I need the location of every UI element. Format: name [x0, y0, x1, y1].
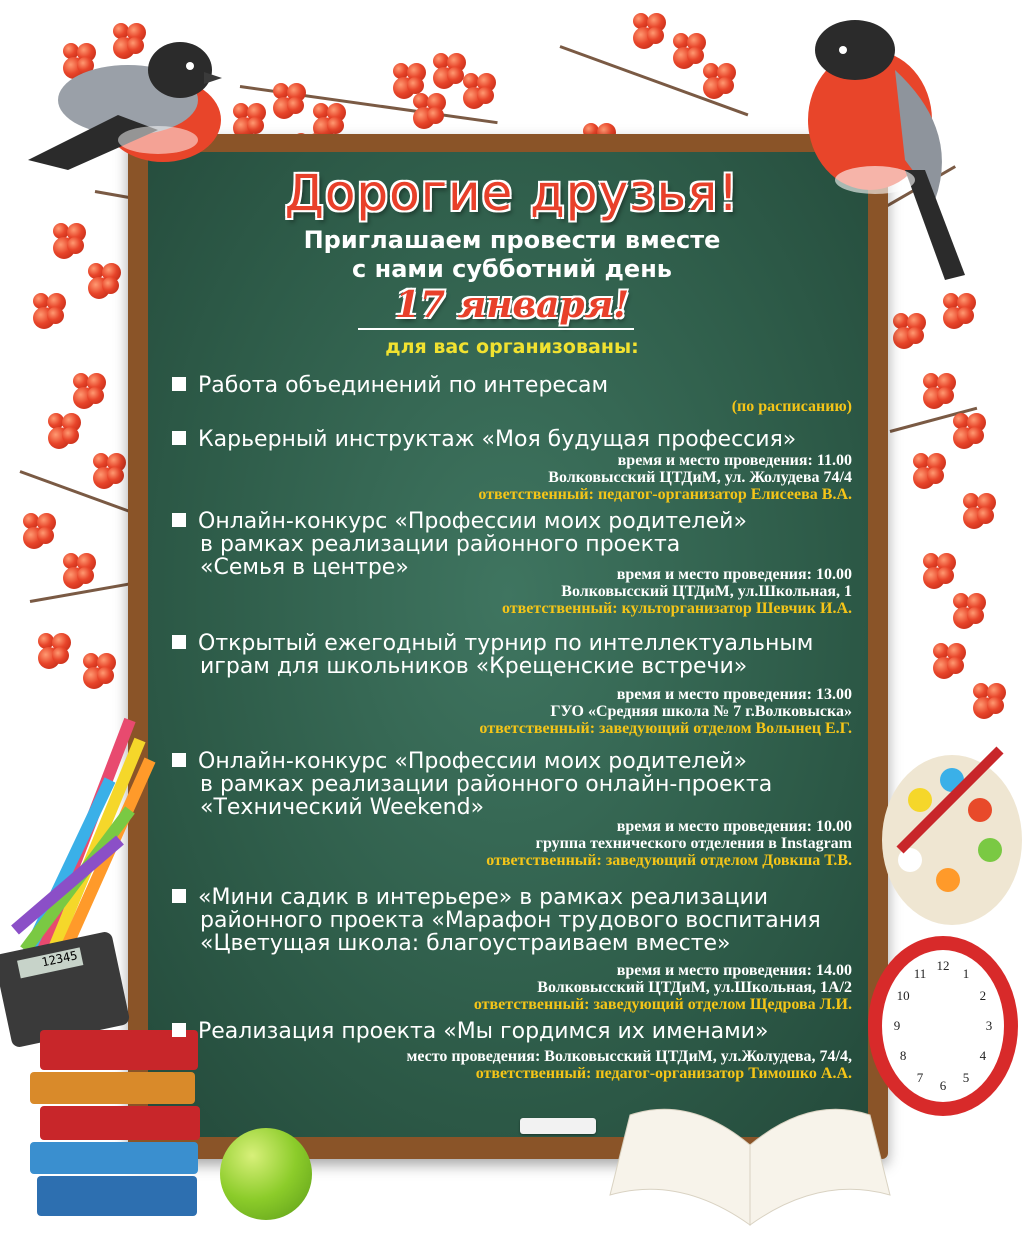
- event-title: Реализация проекта «Мы гордимся их именами»: [198, 1019, 769, 1044]
- bullet-icon: [172, 513, 186, 527]
- event-title-line: районного проекта «Марафон трудового воспитания: [200, 908, 821, 933]
- rowan-berry: [977, 507, 994, 524]
- rowan-berry: [947, 657, 964, 674]
- rowan-berry: [717, 77, 734, 94]
- clock-number: 11: [913, 966, 927, 982]
- rowan-berry: [107, 467, 124, 484]
- chalk-icon: [520, 1118, 596, 1134]
- bullet-icon: [172, 753, 186, 767]
- event-title-line: в рамках реализации районного онлайн-проекта: [200, 772, 773, 797]
- bullet-icon: [172, 431, 186, 445]
- event-time: время и место проведения: 14.00: [616, 962, 852, 979]
- rowan-berry: [427, 107, 444, 124]
- event-item: [172, 886, 852, 955]
- clock-number: 4: [979, 1048, 987, 1063]
- clock-number: 9: [893, 1018, 901, 1033]
- rowan-berry: [477, 87, 494, 104]
- event-title: «Мини садик в интерьере» в рамках реализации: [198, 885, 769, 910]
- event-title: Открытый ежегодный турнир по интеллектуальным: [198, 631, 814, 656]
- event-place: место проведения: Волковысский ЦТДиМ, ул.Жолудева, 74/4,: [406, 1048, 852, 1065]
- event-place: ГУО «Средняя школа № 7 г.Волковыска»: [550, 703, 852, 720]
- event-meta: [486, 818, 852, 869]
- invitation-line: с нами субботний день: [352, 255, 672, 283]
- event-time: время и место проведения: 10.00: [616, 566, 852, 583]
- event-meta: [502, 566, 852, 617]
- event-note: (по расписанию): [731, 398, 852, 415]
- event-responsible: ответственный: заведующий отделом Довкша Т.В.: [486, 852, 852, 869]
- event-item: [172, 1020, 852, 1043]
- clock-number: 10: [896, 988, 910, 1003]
- rowan-berry: [327, 117, 344, 134]
- event-responsible: ответственный: педагог-организатор Тимошко А.А.: [475, 1065, 852, 1082]
- rowan-berry: [62, 427, 79, 444]
- organized-subtitle: для вас организованы:: [385, 336, 639, 358]
- event-title: Карьерный инструктаж «Моя будущая профессия»: [198, 427, 797, 452]
- paint-palette-icon: [880, 730, 1024, 930]
- bullet-icon: [172, 1023, 186, 1037]
- rowan-berry: [97, 667, 114, 684]
- branch: [30, 581, 139, 603]
- rowan-berry: [967, 427, 984, 444]
- event-meta: [479, 686, 852, 737]
- rowan-berry: [927, 467, 944, 484]
- rowan-berry: [967, 607, 984, 624]
- rowan-berry: [987, 697, 1004, 714]
- event-time: время и место проведения: 10.00: [616, 818, 852, 835]
- event-time: время и место проведения: 13.00: [616, 686, 852, 703]
- date-underline: [358, 328, 634, 330]
- rowan-berry: [247, 117, 264, 134]
- event-meta: [406, 1048, 852, 1082]
- event-title-line: «Технический Weekend»: [200, 795, 485, 820]
- event-responsible: ответственный: культорганизатор Шевчик И.А.: [501, 600, 852, 617]
- event-responsible: ответственный: педагог-организатор Елисеева В.А.: [478, 486, 852, 503]
- rowan-berry: [37, 527, 54, 544]
- rowan-berry: [77, 567, 94, 584]
- event-responsible: ответственный: заведующий отделом Щедрова Л.И.: [473, 996, 852, 1013]
- rowan-berry: [447, 67, 464, 84]
- event-place: Волковысский ЦТДиМ, ул.Школьная, 1: [561, 583, 852, 600]
- event-title: Онлайн-конкурс «Профессии моих родителей»: [198, 749, 747, 774]
- event-title: Работа объединений по интересам: [198, 373, 609, 398]
- clock-number: 12: [936, 958, 950, 973]
- rowan-berry: [87, 387, 104, 404]
- clock-number: 1: [962, 966, 970, 982]
- event-title-line: в рамках реализации районного проекта: [200, 532, 681, 557]
- event-meta: [732, 398, 852, 415]
- event-title-line: играм для школьников «Крещенские встречи»: [200, 654, 748, 679]
- event-place: Волковысский ЦТДиМ, ул. Жолудева 74/4: [548, 469, 852, 486]
- clock-number: 2: [979, 988, 987, 1003]
- clock-number: 8: [899, 1048, 907, 1063]
- event-meta: [478, 452, 852, 503]
- rowan-berry: [687, 47, 704, 64]
- apple-icon: [220, 1128, 312, 1220]
- event-item: [172, 428, 852, 451]
- event-time: время и место проведения: 11.00: [617, 452, 852, 469]
- page-title: Дорогие друзья!: [284, 164, 740, 222]
- event-title: Онлайн-конкурс «Профессии моих родителей»: [198, 509, 747, 534]
- invitation-line: Приглашаем провести вместе: [303, 226, 721, 254]
- rowan-berry: [937, 567, 954, 584]
- bullet-icon: [172, 889, 186, 903]
- event-item: [172, 632, 852, 678]
- event-title-line: «Цветущая школа: благоустраиваем вместе»: [200, 931, 731, 956]
- clock-number: 6: [939, 1078, 947, 1093]
- event-item: [172, 750, 852, 819]
- clock-number: 5: [962, 1069, 970, 1085]
- rowan-berry: [407, 77, 424, 94]
- rowan-berry: [287, 97, 304, 114]
- event-date: 17 января!: [394, 284, 630, 326]
- rowan-berry: [52, 647, 69, 664]
- event-responsible: ответственный: заведующий отделом Волынец Е.Г.: [479, 720, 852, 737]
- rowan-berry: [647, 27, 664, 44]
- event-title-line: «Семья в центре»: [200, 555, 409, 580]
- event-item: [172, 374, 852, 397]
- open-book-icon: [600, 1085, 900, 1235]
- bullfinch-left-icon: [8, 20, 238, 180]
- book-stack-icon: [25, 1030, 200, 1230]
- clock-number: 3: [985, 1018, 993, 1033]
- event-meta: [474, 962, 852, 1013]
- bullet-icon: [172, 377, 186, 391]
- calculator-display: 12345: [17, 947, 83, 978]
- rowan-berry: [937, 387, 954, 404]
- event-place: Волковысский ЦТДиМ, ул.Школьная, 1А/2: [537, 979, 852, 996]
- bullet-icon: [172, 635, 186, 649]
- clock-number: 7: [916, 1069, 924, 1085]
- event-place: группа технического отделения в Instagram: [535, 835, 852, 852]
